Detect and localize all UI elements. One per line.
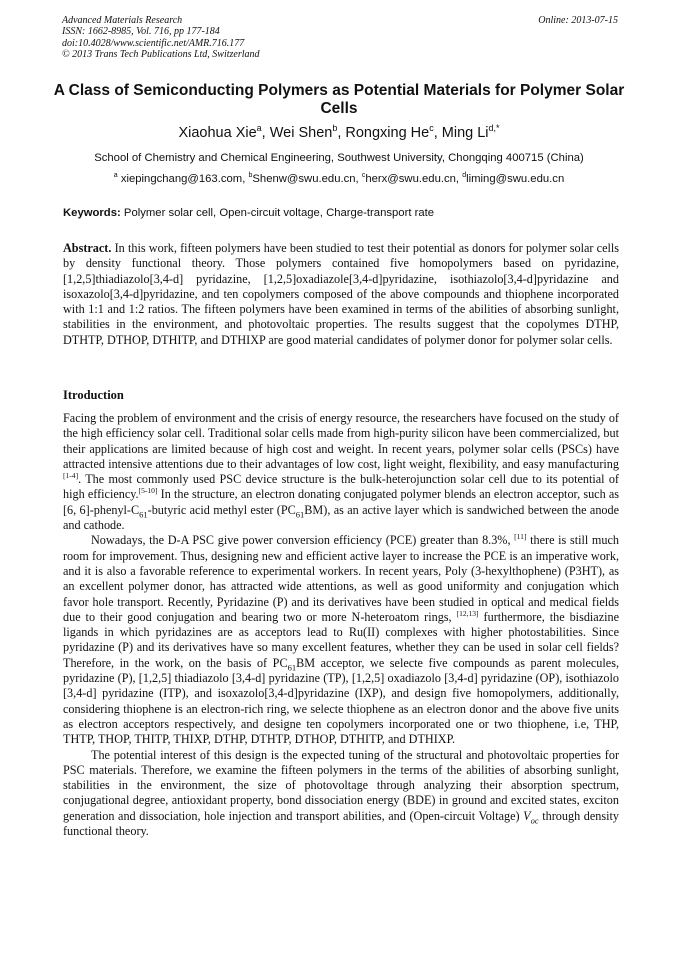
text-run: furthermore, the bisdiazine ligands in which pyridazines are as acceptors lead to Ru(II) complexes with higher photostabilities. Since pyridazine (P) and its derivatives have so many excellent features, whether they can be used in solar cell fields? Therefore, in the work, on the basis of PC (63, 609, 620, 670)
paragraph (63, 748, 619, 840)
text-run: Facing the problem of environment and the crisis of energy resource, the researchers have focused on the study of the high efficiency solar cell. Traditional solar cells made from high-purity silicon have been commercialized, but their applications are limited because of high cost and weight. In recent years, polymer solar cells (PSCs) have attracted intensive attentions due to their advantages of low cost, light weight, flexibility, and easy manufacturing (63, 411, 619, 471)
text-run: . The most commonly used PSC device structure is the bulk-heterojunction solar cell due to its potential of high efficiency. (63, 472, 619, 502)
keywords (63, 206, 619, 220)
email-mark: d (462, 172, 467, 180)
journal-name: Advanced Materials Research (62, 15, 183, 26)
citation: [11] (514, 532, 527, 542)
keywords-label: Keywords: (63, 207, 121, 219)
author-list: Xiaohua Xie$^a$, Wei Shen$^b$, Rongxing He$^c$, Ming $Li^{d,*}$ (178, 123, 500, 141)
abstract-label: Abstract. (63, 241, 112, 255)
citation: [1-4] (63, 471, 79, 481)
abstract (63, 241, 619, 348)
text-run: BM acceptor, we selecte five compounds as parent molecules, pyridazine (P), [1,2,5] thiadiazolo [3,4-d] pyridazine (TP), [1,2,5] oxadiazolo [3,4-d] pyridazine (OP), isothiazolo [3,4-d] pyridazine (ITP), and isoxazolo[3,4-d]pyridazine (IXP), and design five homopolymers, additionally, considering thiophene is an electron-rich ring, we selecte thiophene as an electron donor and the above five units as electron acceptors respectively, and designe ten copolymers incorporated one or two thiophene, i.e, THP, THTP, THOP, THITP, THIXP, DTHP, DTHTP, DTHOP, DTHITP, and DTHIXP. (63, 655, 619, 747)
doi-line: doi:10.4028/www.scientific.net/AMR.716.177 (62, 37, 245, 49)
abstract-text: In this work, fifteen polymers have been studied to test their potential as donors for polymer solar cells by density functional theory. Those polymers contained five homopolymers based on pyridazine, [1,2,5]thiadiazolo[3,4-d] pyridazine, [1,2,5]oxadiazole[3,4-d]pyridazine, isothiazolo[3,4-d]pyridazine and isoxazolo[3,4-d]pyridazine, and ten copolymers composed of the above compounds and thiophene incorporated with 1:1 and 1:2 ratios. The fifteen polymers have been examined in terms of the abilities of absorbing sunlight, stabilities in the environment, and photovoltaic properties. The results suggest that the copolymes DTHP, DTHTP, DTHOP, DTHITP, and DTHIXP are good material candidates of polymer donor for polymer solar cells. (63, 241, 620, 347)
citation: [5-10] (138, 486, 158, 496)
online-date: Online: 2013-07-15 (538, 15, 618, 26)
email-list: $^a$ xiepingchang@163.com, $^b$Shenw@swu.edu.cn, $^c$herx@swu.edu.cn, $^d$liming@swu.edu.cn (113, 172, 565, 185)
author-name: Xiaohua Xie (178, 125, 257, 141)
subscript: 61 (295, 509, 305, 520)
author-name: Ming Li (441, 125, 489, 141)
subscript: 61 (139, 509, 148, 520)
paragraph (63, 411, 619, 533)
copyright-line: © 2013 Trans Tech Publications Ltd, Switzerland (62, 48, 260, 60)
author-mark: d,* (488, 123, 500, 134)
symbol-voc: V (523, 808, 531, 823)
affiliation: School of Chemistry and Chemical Engineering, Southwest University, Chongqing 400715 (China) (94, 152, 584, 164)
author-mark: a (256, 123, 262, 134)
keywords-text: Polymer solar cell, Open-circuit voltage, Charge-transport rate (123, 207, 435, 219)
email-mark: c (361, 172, 366, 180)
email-address: xiepingchang@163.com (120, 173, 243, 185)
email-address: Shenw@swu.edu.cn (252, 173, 356, 185)
author-name: Rongxing He (345, 125, 430, 141)
paragraph (63, 533, 619, 747)
text-run: through density functional theory. (63, 808, 619, 839)
text-run: The potential interest of this design is the expected tuning of the structural and photovoltaic properties for PSC materials. Therefore, we examine the fifteen polymers in the terms of the abilities of absorbing sunlight, stabilities in the environment, the size of photovoltage through analyzing their absorption spectrum, conjugational degree, antioxidant property, bond dissociation energy (BDE) in ground and excited states, exciton generation and dissociation, hole injection and transport abilities, and (Open-circuit Voltage) (63, 747, 619, 823)
subscript: oc (530, 815, 539, 826)
email-address: herx@swu.edu.cn (365, 173, 456, 185)
text-run: BM), as an active layer which is sandwiched between the anode and cathode. (63, 502, 620, 533)
citation: [12,13] (456, 608, 479, 618)
subscript: 61 (287, 662, 297, 673)
section-heading: Itroduction (63, 388, 124, 402)
text-run: Nowadays, the D-A PSC give power conversion efficiency (PCE) greater than 8.3%, (91, 533, 515, 548)
email-mark: b (248, 172, 253, 180)
text-run: In the structure, an electron donating conjugated polymer blends an electron acceptor, such as [6, 6]-phenyl-C (63, 487, 619, 517)
introduction-body (63, 411, 619, 839)
email-address: liming@swu.edu.cn (466, 173, 565, 185)
issn-line: ISSN: 1662-8985, Vol. 716, pp 177-184 (62, 26, 220, 38)
journal-header (62, 15, 618, 60)
author-mark: b (332, 123, 338, 134)
author-mark: c (429, 123, 434, 134)
paper-title: A Class of Semiconducting Polymers as Potential Materials for Polymer Solar Cells (53, 82, 625, 117)
email-mark: a (113, 172, 118, 180)
text-run: there is still much room for improvement. Thus, designing new and efficient active layer to increase the PCE is an imperative work, and it is also a favorable reference to experimental workers. In recent years, Poly (3-hexylthophene) (P3HT), as an excellent polymer donor, has attracted wide attentions, as well as good uniformity and conjugation which favor hole transport. Recently, Pyridazine (P) and its derivatives have been studied in optical and medical fields due to their good conjugation and bearing two or more N-heteroatom rings, (63, 533, 619, 624)
author-name: Wei Shen (269, 125, 333, 141)
text-run: -butyric acid methyl ester (PC (147, 502, 296, 517)
